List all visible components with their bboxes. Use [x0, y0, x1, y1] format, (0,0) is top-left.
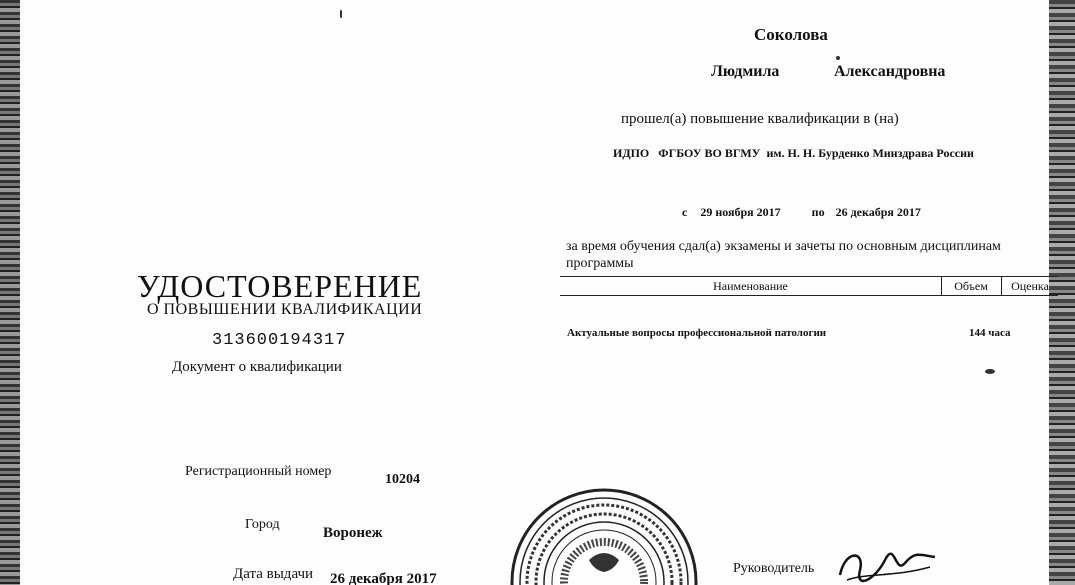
scan-edge-left: [0, 0, 20, 585]
header-grade: Оценка: [1011, 279, 1049, 293]
header-volume: Объем: [941, 277, 1002, 295]
discipline-volume: 144 часа: [969, 327, 1011, 339]
exams-text-line2: программы: [566, 256, 634, 271]
scan-speck: [836, 56, 840, 60]
registration-number: 10204: [385, 472, 420, 487]
holder-surname: Соколова: [754, 25, 828, 44]
city-label: Город: [245, 517, 280, 532]
head-label: Руководитель: [733, 561, 815, 576]
certificate-subtitle: О ПОВЫШЕНИИ КВАЛИФИКАЦИИ: [147, 301, 423, 318]
scan-speck: [985, 369, 995, 374]
signature-scribble: [835, 545, 945, 585]
period-to-label: по: [811, 205, 825, 219]
header-name: Наименование: [560, 277, 942, 295]
discipline-name: Актуальные вопросы профессиональной патологии: [567, 327, 827, 339]
period-from-label: с: [682, 205, 688, 219]
document-type: Документ о квалификации: [172, 359, 342, 375]
document-number: 313600194317: [212, 331, 347, 350]
holder-first-name: Людмила: [711, 63, 780, 80]
passed-text: прошел(а) повышение квалификации в (на): [621, 111, 899, 127]
training-period: [682, 205, 921, 220]
official-seal-stamp: [509, 482, 699, 585]
certificate-title: УДОСТОВЕРЕНИЕ: [137, 268, 423, 304]
holder-patronymic: Александровна: [834, 63, 946, 80]
period-from-date: 29 ноября 2017: [700, 205, 781, 219]
city-value: Воронеж: [323, 525, 383, 541]
issue-date-value: 26 декабря 2017: [330, 571, 437, 585]
exams-text-line1: за время обучения сдал(а) экзамены и зачеты по основным дисциплинам: [566, 239, 1001, 254]
period-to-date: 26 декабря 2017: [835, 205, 921, 219]
scan-speck: [340, 10, 342, 18]
institution-name: ИДПО ФГБОУ ВО ВГМУ им. Н. Н. Бурденко Минздрава России: [613, 146, 974, 160]
registration-label: Регистрационный номер: [185, 464, 332, 479]
issue-date-label: Дата выдачи: [233, 566, 314, 582]
disciplines-table-header: [560, 276, 1058, 296]
